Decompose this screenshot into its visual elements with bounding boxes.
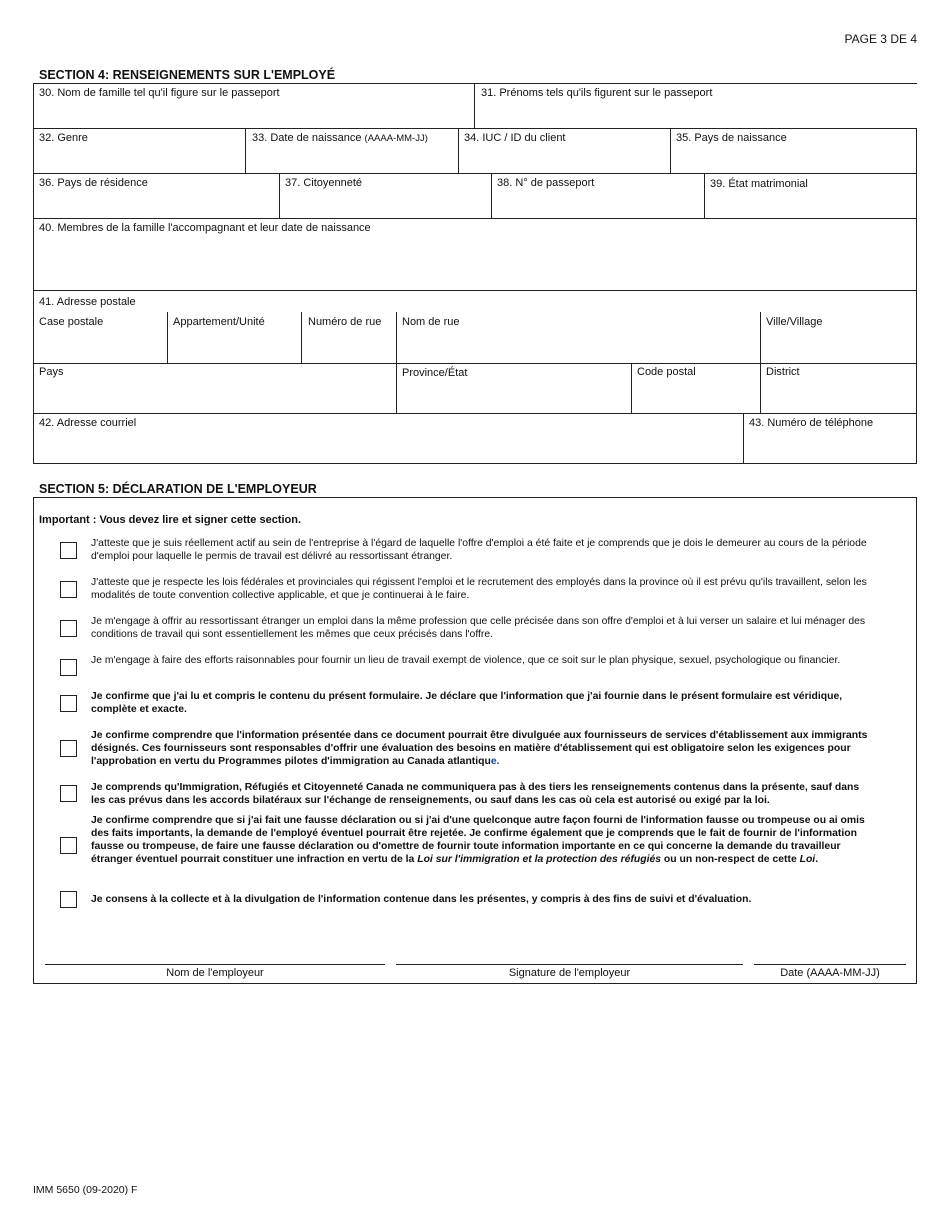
city-label: Ville/Village [766, 316, 823, 328]
district-field[interactable] [761, 380, 916, 412]
declaration-text-4: Je m'engage à faire des efforts raisonnables pour fournir un lieu de travail exempt de violence, que ce soit sur le plan physique, sexuel, psychologique ou financier. [91, 655, 841, 666]
declaration-text-8: Je confirme comprendre que si j'ai fait une fausse déclaration ou si j'ai d'une quelconque autre façon fourni de l'information fausse ou trompeuse ou ai omis des faits importants, la demande de l'employé éventuel pourrait être rejetée. Je confirme également que je comprends que le fait de fournir de l'information fausse ou trompeuse, de faire une fausse déclaration ou d'omettre de fournir toute information importante en ce qui concerne la demande du travailleur étranger éventuel pourrait constituer une infraction en vertu de la Loi sur l'immigration et la protection des réfugiés ou un non-respect de cette Loi. [91, 815, 865, 865]
surname-label: 30. Nom de famille tel qu'il figure sur le passeport [39, 87, 280, 99]
form-code-footer: IMM 5650 (09-2020) F [33, 1184, 138, 1196]
apartment-label: Appartement/Unité [173, 316, 265, 328]
email-label: 42. Adresse courriel [39, 417, 137, 429]
gender-field[interactable] [34, 145, 244, 172]
declaration-checkbox-6[interactable] [60, 740, 77, 757]
signature-date-field[interactable] [754, 935, 906, 963]
family-members-label: 40. Membres de la famille l'accompagnant et leur date de naissance [39, 222, 371, 234]
residence-country-label: 36. Pays de résidence [39, 177, 148, 189]
declaration-checkbox-1[interactable] [60, 542, 77, 559]
client-id-field[interactable] [459, 145, 669, 172]
given-names-label: 31. Prénoms tels qu'ils figurent sur le passeport [481, 87, 713, 99]
declaration-item [60, 536, 870, 566]
passport-number-field[interactable] [492, 190, 703, 217]
declaration-text-9: Je consens à la collecte et à la divulgation de l'information contenue dans les présentes, y compris à des fins de suivi et d'évaluation. [91, 894, 752, 905]
birthdate-field[interactable] [246, 145, 457, 172]
po-box-label: Case postale [39, 316, 104, 328]
declaration-checkbox-9[interactable] [60, 891, 77, 908]
street-name-label: Nom de rue [402, 316, 460, 328]
apartment-field[interactable] [168, 330, 300, 362]
street-number-label: Numéro de rue [308, 316, 382, 328]
employer-name-caption: Nom de l'employeur [166, 967, 264, 979]
section-5-title: SECTION 5: DÉCLARATION DE L'EMPLOYEUR [39, 482, 317, 496]
declaration-item [60, 689, 870, 719]
employer-signature-field[interactable] [396, 935, 743, 963]
po-box-field[interactable] [34, 330, 166, 362]
declaration-item [60, 728, 870, 770]
declaration-item [60, 614, 870, 644]
province-label: Province/État [402, 367, 468, 379]
signature-date-line [754, 964, 906, 965]
section-4-title: SECTION 4: RENSEIGNEMENTS SUR L'EMPLOYÉ [39, 68, 336, 82]
gender-label: 32. Genre [39, 132, 88, 144]
passport-number-label: 38. N° de passeport [497, 177, 595, 189]
declaration-text-6: Je confirme comprendre que l'information présentée dans ce document pourrait être divulguée aux fournisseurs de services d'établissement aux immigrants désignés. Ces fournisseurs sont responsables d'offrir une évaluation des besoins en matière d'établissement qui est obligatoire selon les exigences pour l'approbation en vertu du Programmes pilotes d'immigration au Canada atlantique. [91, 730, 868, 767]
country-label: Pays [39, 366, 64, 378]
declaration-checkbox-2[interactable] [60, 581, 77, 598]
declaration-text-7: Je comprends qu'Immigration, Réfugiés et Citoyenneté Canada ne communiquera pas à des tiers les renseignements contenus dans la présente, sauf dans les cas prévus dans les accords bilatéraux sur l'échange de renseignements, ou sauf dans les cas où cela est autorisé ou exigé par la loi. [91, 782, 860, 806]
given-names-field[interactable] [475, 100, 916, 127]
street-number-field[interactable] [302, 330, 395, 362]
district-label: District [766, 366, 800, 378]
important-notice: Important : Vous devez lire et signer cette section. [39, 514, 302, 526]
citizenship-label: 37. Citoyenneté [285, 177, 363, 189]
country-field[interactable] [34, 380, 395, 412]
residence-country-field[interactable] [34, 190, 278, 217]
city-field[interactable] [761, 330, 916, 362]
email-field[interactable] [34, 430, 742, 462]
mailing-address-label: 41. Adresse postale [39, 296, 136, 308]
declaration-item [60, 575, 870, 605]
citizenship-field[interactable] [280, 190, 490, 217]
phone-field[interactable] [744, 430, 916, 462]
declaration-item [60, 890, 870, 912]
declaration-text-1: J'atteste que je suis réellement actif au sein de l'entreprise à l'égard de laquelle l'offre d'emploi a été faite et je comprends que je dois le demeurer au cours de la période d'emploi pour laquelle le permis de travail est délivré au ressortissant étranger. [91, 538, 867, 562]
declaration-text-5: Je confirme que j'ai lu et compris le contenu du présent formulaire. Je déclare que l'information que j'ai fournie dans le présent formulaire est véridique, complète et exacte. [91, 691, 843, 715]
employer-name-field[interactable] [45, 935, 385, 963]
declaration-text-3: Je m'engage à offrir au ressortissant étranger un emploi dans la même profession que celle précisée dans son offre d'emploi et à lui verser un salaire et lui ménager des conditions de travail qui sont essentiellement les mêmes que ceux précisés dans l'offre. [91, 616, 866, 640]
province-field[interactable] [397, 380, 630, 412]
marital-status-field[interactable] [705, 190, 916, 217]
declaration-checkbox-4[interactable] [60, 659, 77, 676]
postal-code-field[interactable] [632, 380, 759, 412]
signature-date-caption: Date (AAAA-MM-JJ) [780, 967, 880, 979]
declaration-item [60, 653, 870, 683]
declaration-checkbox-8[interactable] [60, 837, 77, 854]
marital-status-label: 39. État matrimonial [710, 178, 808, 190]
birth-country-label: 35. Pays de naissance [676, 132, 787, 144]
phone-label: 43. Numéro de téléphone [749, 417, 874, 429]
birth-country-field[interactable] [671, 145, 916, 172]
employer-signature-line [396, 964, 743, 965]
declaration-checkbox-3[interactable] [60, 620, 77, 637]
page-number: PAGE 3 DE 4 [844, 32, 917, 46]
client-id-label: 34. IUC / ID du client [464, 132, 566, 144]
declaration-item [60, 813, 870, 881]
declaration-text-2: J'atteste que je respecte les lois fédérales et provinciales qui régissent l'emploi et le recrutement des employés dans la province où il est prévu qu'ils travaillent, selon les modalités de toute convention collective applicable, et que je continuerai à le faire. [91, 577, 867, 601]
postal-code-label: Code postal [637, 366, 696, 378]
employer-name-line [45, 964, 385, 965]
declaration-checkbox-7[interactable] [60, 785, 77, 802]
declaration-checkbox-5[interactable] [60, 695, 77, 712]
birthdate-label: 33. Date de naissance (AAAA-MM-JJ) [252, 132, 428, 144]
street-name-field[interactable] [397, 330, 759, 362]
declaration-item [60, 780, 870, 810]
employer-signature-caption: Signature de l'employeur [508, 967, 631, 979]
family-members-field[interactable] [34, 236, 916, 289]
surname-field[interactable] [34, 100, 474, 127]
